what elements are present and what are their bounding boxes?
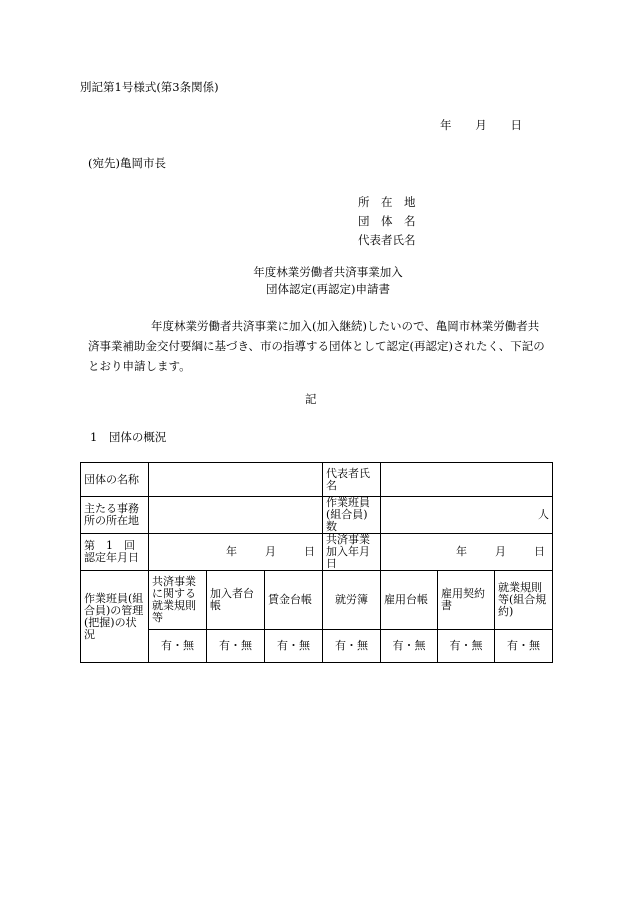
mgmt-item: 加入者台帳	[207, 571, 265, 630]
address-label: 所 在 地	[358, 194, 416, 209]
title-line-1: 年度林業労働者共済事業加入	[253, 265, 403, 279]
yes-no-mark[interactable]: 有・無	[438, 630, 495, 663]
yes-no-mark[interactable]: 有・無	[381, 630, 438, 663]
ki-heading: 記	[305, 392, 317, 406]
mgmt-item: 賃金台帳	[265, 571, 323, 630]
document-title	[208, 264, 448, 298]
org-name-field[interactable]	[149, 463, 323, 497]
yes-no-mark[interactable]: 有・無	[495, 630, 553, 663]
yes-no-mark[interactable]: 有・無	[207, 630, 265, 663]
join-date-field[interactable]: 年 月 日	[381, 534, 553, 571]
members-unit: 人	[538, 508, 550, 521]
date-month: 月	[475, 118, 487, 132]
title-line-2: 団体認定(再認定)申請書	[266, 282, 390, 296]
body-paragraph: 年度林業労働者共済事業に加入(加入継続)したいので、亀岡市林業労働者共済事業補助金交付要綱に基づき、市の指導する団体として認定(再認定)されたく、下記のとおり申請します。	[88, 319, 545, 373]
join-date-label-cell: 共済事業加入年月日	[323, 534, 381, 571]
date-day: 日	[510, 118, 522, 132]
first-cert-date-field[interactable]: 年 月 日	[149, 534, 323, 571]
first-cert-label-cell: 第 1 回認定年月日	[81, 534, 149, 571]
representative-label: 代表者氏名	[358, 232, 416, 247]
addressee: (宛先)亀岡市長	[88, 156, 166, 170]
rep-name-label-cell: 代表者氏名	[323, 463, 381, 497]
members-label-cell: 作業班員(組合員)数	[323, 497, 381, 534]
yes-no-mark[interactable]: 有・無	[323, 630, 381, 663]
org-name-label: 団 体 名	[358, 213, 416, 228]
applicant-block	[358, 192, 418, 249]
members-count-field[interactable]	[381, 497, 553, 534]
form-number: 別記第1号様式(第3条関係)	[80, 80, 219, 94]
yes-no-mark[interactable]: 有・無	[265, 630, 323, 663]
mgmt-status-label-cell: 作業班員(組合員)の管理(把握)の状況	[81, 571, 149, 663]
mgmt-item: 就業規則等(組合規約)	[495, 571, 553, 630]
org-name-label-cell: 団体の名称	[81, 463, 149, 497]
rep-name-field[interactable]	[381, 463, 553, 497]
org-overview-table	[80, 462, 553, 663]
mgmt-item: 共済事業に関する就業規則等	[149, 571, 207, 630]
application-date	[440, 118, 522, 132]
date-year: 年	[440, 118, 452, 132]
office-address-field[interactable]	[149, 497, 323, 534]
yes-no-mark[interactable]: 有・無	[149, 630, 207, 663]
mgmt-item: 雇用契約書	[438, 571, 495, 630]
mgmt-item: 雇用台帳	[381, 571, 438, 630]
mgmt-item: 就労簿	[323, 571, 381, 630]
office-label-cell: 主たる事務所の所在地	[81, 497, 149, 534]
section-heading: 1 団体の概況	[90, 430, 167, 444]
